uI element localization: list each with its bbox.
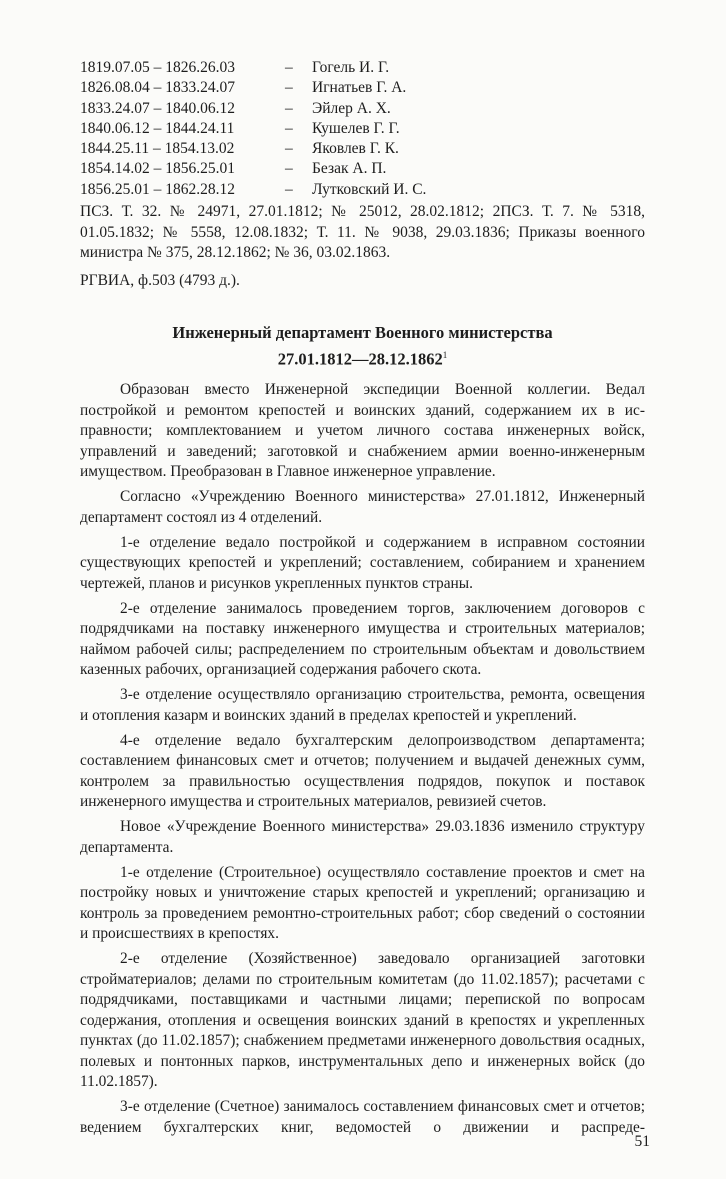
leader-term: 1856.25.01 – 1862.28.12	[80, 180, 235, 198]
leader-row	[80, 119, 500, 139]
leader-row	[80, 78, 500, 98]
leader-term: 1833.24.07 – 1840.06.12	[80, 99, 235, 117]
leader-term: 1844.25.11 – 1854.13.02	[80, 140, 235, 158]
page-number: 51	[634, 1133, 650, 1150]
paragraph: 2-е отделение (Хозяйственное) заведовало организацией заготовки стройматериалов; делами по строительным комитетам (до 11.02.1857); расчетами с подрядчиками, поставщиками и частными лицами; перепиской по вопросам содержания, отопления и освещения воинских зданий в крепостях и укрепленных пунктах (до 11.02.1857); снабжением предметами инженерного довольствия осадных, полевых и понтонных парков, инструментальных депо и инженерных войск (до 11.02.1857).	[80, 950, 645, 1090]
leader-dash: –	[285, 59, 293, 76]
law-references: ПСЗ. Т. 32. № 24971, 27.01.1812; № 25012, 28.02.1812; 2ПСЗ. Т. 7. № 5318, 01.05.1832; № 5558, 12.08.1832; Т. 11. № 9038, 29.03.1836; Приказы военного министра № 375, 28.12.1862; № 36, 03.02.1863.	[80, 203, 645, 261]
leader-dash: –	[285, 79, 293, 97]
leader-row	[80, 139, 500, 159]
leader-name: Игнатьев Г. А.	[312, 79, 407, 97]
leader-dash: –	[285, 119, 293, 137]
leader-name: Эйлер А. Х.	[312, 99, 391, 117]
leader-row	[80, 58, 500, 78]
heading-dates: 27.01.1812—28.12.1862	[277, 349, 443, 369]
leader-row	[80, 159, 500, 179]
body-text	[80, 380, 645, 1138]
leader-term: 1840.06.12 – 1844.24.11	[80, 119, 235, 137]
paragraph: 3-е отделение осуществляло организацию строительства, ремонта, освещения и отопления казарм и воинских зданий в пределах крепостей и укреплений.	[80, 686, 645, 724]
paragraph: Образован вместо Инженерной экспедиции Военной коллегии. Ведал постройкой и ремонтом крепостей и воинских зданий, содержанием их в исправности; комплектованием и учетом личного состава инженерных войск, управлений и заведений; заготовкой и снабжением армии военно-инженерным имуществом. Преобразован в Главное инженерное управление.	[80, 381, 645, 480]
heading-title: Инженерный департамент Военного министерства	[172, 323, 553, 342]
leader-name: Яковлев Г. К.	[312, 140, 399, 158]
paragraph: Новое «Учреждение Военного министерства» 29.03.1836 изменило структуру департамента.	[80, 818, 645, 856]
leader-dash: –	[285, 180, 293, 198]
leader-term: 1854.14.02 – 1856.25.01	[80, 160, 235, 178]
leader-name: Безак А. П.	[312, 160, 387, 178]
paragraph: 2-е отделение занималось проведением торгов, заключением договоров с подрядчиками на поставку инженерного имущества и строительных материалов; наймом рабочей силы; распределением по строительным объектам и довольствием казенных рабочих, организацией содержания рабочего скота.	[80, 599, 645, 678]
paragraph: 4-е отделение ведало бухгалтерским делопроизводством департамента; составлением финансовых смет и отчетов; получением и выдачей денежных сумм, контролем за правильностью осуществления подрядов, покупок и поставок инженерного имущества и строительных материалов, ревизией счетов.	[80, 731, 645, 810]
paragraph: 3-е отделение (Счетное) занималось составлением финансовых смет и отчетов; ведением бухгалтерских книг, ведомостей о движении и распреде-	[80, 1098, 645, 1136]
heading-dates-line	[80, 344, 645, 371]
footnote-mark: 1	[442, 350, 448, 360]
leaders-list	[80, 58, 500, 200]
leader-term: 1826.08.04 – 1833.24.07	[80, 79, 235, 97]
leader-name: Гогель И. Г.	[312, 59, 390, 76]
paragraph: 1-е отделение (Строительное) осуществляло составление проектов и смет на постройку новых и уничтожение старых крепостей и укреплений; организацию и контроль за проведением ремонтно-строительных работ; сбор сведений о состоянии и происшествиях в крепостях.	[80, 863, 645, 942]
leader-dash: –	[285, 140, 293, 158]
leader-term: 1819.07.05 – 1826.26.03	[80, 59, 235, 76]
leader-dash: –	[285, 99, 293, 117]
paragraph: 1-е отделение ведало постройкой и содержанием в исправном состоянии существующих крепостей и укреплений; составлением, собиранием и хранением чертежей, планов и рисунков укрепленных пунктов страны.	[80, 533, 645, 592]
sources-block	[80, 202, 645, 291]
section-heading	[80, 322, 645, 371]
leader-name: Кушелев Г. Г.	[312, 119, 400, 137]
leader-dash: –	[285, 160, 293, 178]
leader-row	[80, 180, 500, 200]
leader-name: Лутковский И. С.	[312, 180, 427, 198]
paragraph: Согласно «Учреждению Военного министерства» 27.01.1812, Инженерный департамент состоял из 4 отделений.	[80, 488, 645, 526]
archive-reference: РГВИА, ф.503 (4793 д.).	[80, 271, 240, 289]
leader-row	[80, 99, 500, 119]
